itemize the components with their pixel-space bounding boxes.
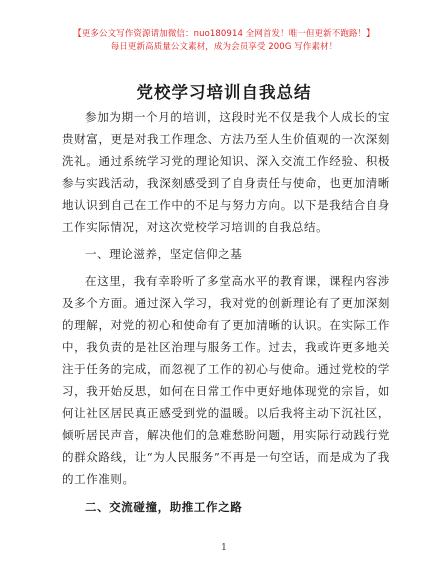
section-heading-1: 一、理论滋养，坚定信仰之基: [85, 247, 243, 261]
section-heading-2: 二、交流碰撞，助推工作之路: [85, 500, 243, 514]
promo-banner: [0, 28, 448, 54]
promo-line-2: 每日更新高质量公文素材，成为会员享受 200G 写作素材！: [110, 42, 338, 52]
page-number: 1: [221, 543, 227, 553]
intro-paragraph: 参加为期一个月的培训，这段时光不仅是我个人成长的宝贵财富，更是对我工作理念、方法乃至人生价值观的一次深刻洗礼。通过系统学习党的理论知识、深入交流工作经验、积极参与实践活动，我深刻感受到了自身责任与使命，也更加清晰地认识到自己在工作中的不足与努力方向。以下是我结合自身工作实际情况，对这次党校学习培训的自我总结。: [62, 110, 390, 234]
document-title: 党校学习培训自我总结: [136, 83, 312, 102]
document-body: [62, 106, 390, 518]
promo-line-1: 【更多公文写作资源请加微信：nuo180914 全网首发！唯一但更新不跑路！】: [73, 29, 375, 39]
body-paragraph-1: 在这里，我有幸聆听了多堂高水平的教育课，课程内容涉及多个方面。通过深入学习，我对党的创新理论有了更加深刻的理解，对党的初心和使命有了更加清晰的认识。在实际工作中，我负责的是社区治理与服务工作。过去，我或许更多地关注于任务的完成，而忽视了工作的初心与使命。通过党校的学习，我开始反思，如何在日常工作中更好地体现党的宗旨，如何让社区居民真正感受到党的温暖。以后我将主动下沉社区，倾听居民声音，解决他们的急难愁盼问题，用实际行动践行党的群众路线，让“为人民服务”不再是一句空话，而是成为了我的工作准则。: [62, 274, 390, 486]
